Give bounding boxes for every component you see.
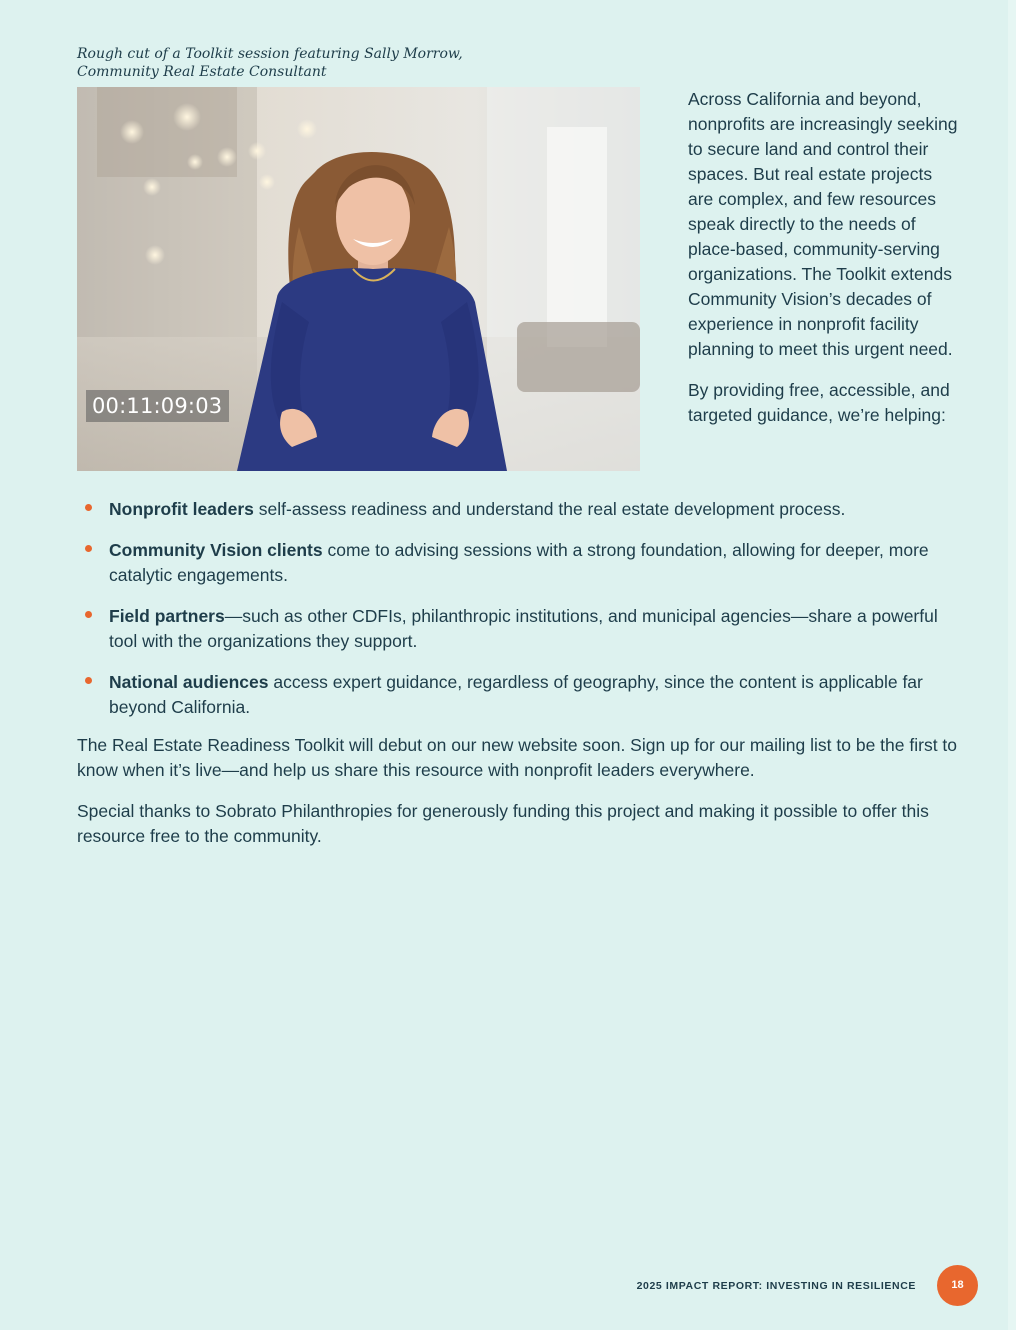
helping-list — [77, 497, 957, 736]
caption-line-1: Rough cut of a Toolkit session featuring Sally Morrow, — [77, 46, 463, 62]
video-still — [77, 87, 640, 471]
bullet-dot-icon — [85, 677, 92, 684]
video-timecode: 00:11:09:03 — [86, 390, 229, 422]
closing-text — [77, 733, 957, 865]
list-item — [77, 604, 957, 654]
list-item — [77, 670, 957, 720]
intro-paragraph-1: Across California and beyond, nonprofits are increasingly seeking to secure land and control their spaces. But real estate projects are complex, and few resources speak directly to the needs of place-based, community-serving organizations. The Toolkit extends Community Vision’s decades of experience in nonprofit facility planning to meet this urgent need. — [688, 89, 958, 359]
list-item — [77, 538, 957, 588]
video-caption — [77, 45, 597, 81]
intro-column — [688, 87, 960, 444]
bullet-dot-icon — [85, 504, 92, 511]
list-item-lead: Nonprofit leaders — [109, 499, 254, 519]
bullet-dot-icon — [85, 545, 92, 552]
list-item-lead: Community Vision clients — [109, 540, 323, 560]
list-item-text: —such as other CDFIs, philanthropic institutions, and municipal agencies—share a powerful tool with the organizations they support. — [109, 606, 938, 651]
closing-paragraph-1: The Real Estate Readiness Toolkit will debut on our new website soon. Sign up for our mailing list to be the first to know when it’s live—and help us share this resource with nonprofit leaders everywhere. — [77, 735, 958, 780]
intro-paragraph-2: By providing free, accessible, and targeted guidance, we’re helping: — [688, 380, 950, 425]
caption-line-2: Community Real Estate Consultant — [77, 64, 327, 80]
page-number-badge: 18 — [937, 1265, 978, 1306]
bullet-dot-icon — [85, 611, 92, 618]
list-item-text: self-assess readiness and understand the real estate development process. — [253, 499, 846, 519]
page-edge — [1008, 0, 1016, 1330]
footer-report-title: 2025 IMPACT REPORT: INVESTING IN RESILIENCE — [636, 1280, 916, 1292]
list-item — [77, 497, 957, 522]
list-item-text: come to advising sessions with a strong foundation, allowing for deeper, more catalytic engagements. — [109, 540, 929, 585]
closing-paragraph-2: Special thanks to Sobrato Philanthropies for generously funding this project and making it possible to offer this resource free to the community. — [77, 801, 929, 846]
list-item-lead: National audiences — [109, 672, 269, 692]
list-item-lead: Field partners — [109, 606, 225, 626]
list-item-text: access expert guidance, regardless of geography, since the content is applicable far beyond California. — [109, 672, 923, 717]
